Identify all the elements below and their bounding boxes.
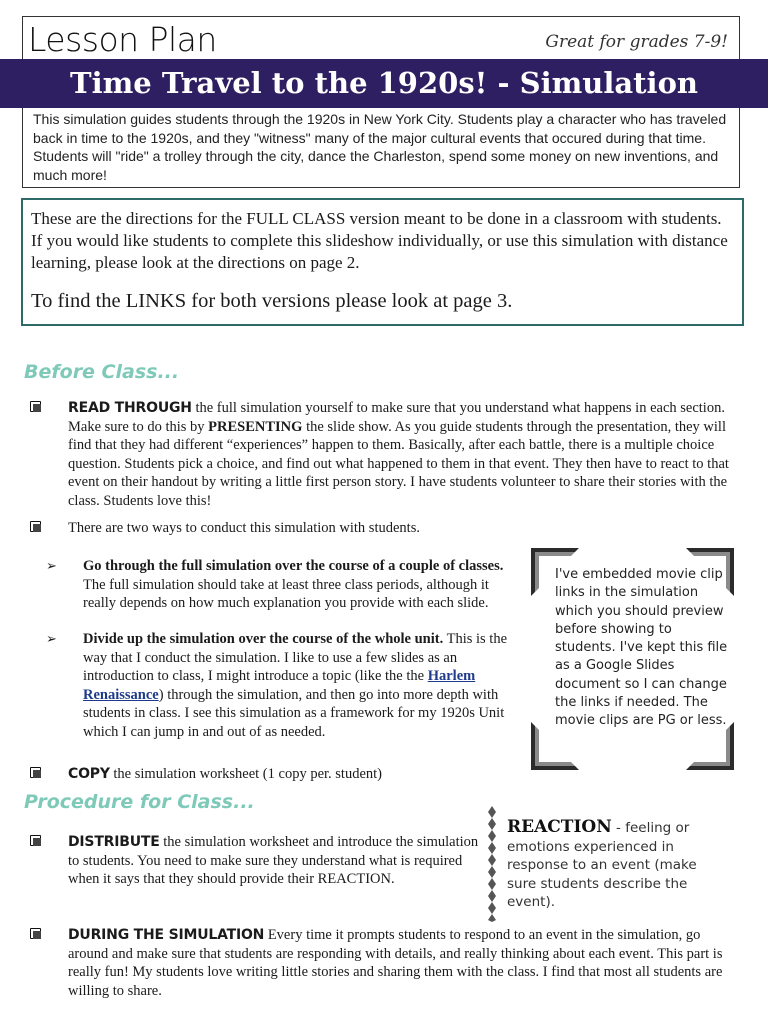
sub-item-full-simulation [46, 557, 516, 632]
full-simulation-body: The full simulation should take at least three class periods, although it really depends on how much explanation you provide with each slide. [83, 576, 489, 611]
chain-divider-icon [488, 806, 496, 922]
list-item-distribute [30, 833, 500, 913]
read-through-text [68, 399, 748, 510]
checkbox-bullet-icon [30, 521, 41, 532]
links-note: To find the LINKS for both versions please look at page 3. [31, 290, 513, 312]
arrow-bullet-icon: ➢ [46, 558, 57, 573]
two-ways-text: There are two ways to conduct this simulation with students. [68, 520, 420, 536]
divide-simulation-body-b: ) through the simulation, and then go into more depth with students in class. I see this simulation as a framework for my 1920s Unit which I can jump in and out of as needed. [83, 686, 505, 740]
list-item-copy [30, 765, 530, 785]
grades-note: Great for grades 7-9! [545, 32, 728, 52]
distribute-body: the simulation worksheet and introduce the simulation to students. You need to make sure they understand what is required when it says that they should provide their REACTION. [68, 834, 479, 887]
title-banner: Time Travel to the 1920s! - Simulation [0, 59, 768, 108]
presenting-keyword: PRESENTING [208, 418, 303, 435]
procedure-heading: Procedure for Class... [24, 791, 255, 813]
divide-simulation-text [83, 630, 508, 741]
directions-box [21, 198, 744, 326]
full-simulation-bold: Go through the full simulation over the course of a couple of classes. [83, 558, 504, 574]
full-simulation-text [83, 557, 508, 613]
divide-simulation-bold: Divide up the simulation over the course of the whole unit. [83, 631, 444, 647]
harlem-renaissance-link[interactable]: Harlem Renaissance [83, 668, 476, 703]
read-through-text-b: the slide show. As you guide students through the presentation, they will find that they had different “experiences” happen to them. Basically, after each battle, there is a multiple choice question. Students pick a choice, and find out what happened to them in that event. They then have to react to that event on their handout by writing a little first person story. I have students volunteer to share their stories with the class. Students love this! [68, 418, 729, 509]
divide-simulation-body-a: This is the way that I conduct the simulation. I like to use a few slides as an introduction to class, I might introduce a topic (like the the [83, 631, 508, 684]
checkbox-bullet-icon [30, 401, 41, 412]
summary-text: This simulation guides students through the 1920s in New York City. Students play a character who has traveled back in time to the 1920s, and they "witness" many of the major cultural events that occured during that time. Students will "ride" a trolley through the city, dance the Charleston, spend some money on new inventions, and much more! [33, 111, 727, 183]
reaction-body: - feeling or emotions experienced in response to an event (make sure students describe the event). [507, 820, 697, 910]
checkbox-bullet-icon [30, 835, 41, 846]
checkbox-bullet-icon [30, 928, 41, 939]
during-simulation-text [68, 926, 738, 1000]
reaction-keyword: REACTION [507, 817, 612, 837]
reaction-definition [507, 818, 727, 912]
directions-text: These are the directions for the FULL CLASS version meant to be done in a classroom with students. If you would like students to complete this slideshow individually, or use this simulation with distance learning, please look at the directions on page 2. [31, 209, 728, 272]
lesson-plan-title: Lesson Plan [28, 20, 217, 59]
distribute-text [68, 833, 488, 889]
during-simulation-body: Every time it prompts students to respond to an event in the simulation, go around and make sure that students are responding with details, and really thinking about each event. This part is really fun! My students love writing little stories and sharing them with the class. I find that most all students are willing to share. [68, 927, 723, 999]
movie-clip-callout [531, 548, 734, 770]
copy-text [68, 765, 528, 784]
callout-text: I've embedded movie clip links in the simulation which you should preview before showing to students. I've kept this file as a Google Slides document so I can change the links if needed. The movie clips are PG or less. [555, 567, 728, 729]
read-through-keyword: READ THROUGH [68, 400, 192, 416]
before-class-heading: Before Class... [24, 361, 180, 383]
copy-body: the simulation worksheet (1 copy per. student) [109, 766, 383, 782]
list-item-read-through [30, 399, 730, 511]
sub-item-divide-simulation [46, 630, 516, 760]
list-item-two-ways [30, 519, 730, 539]
list-item-during-simulation [30, 926, 740, 1001]
read-through-text-a: the full simulation yourself to make sure that you understand what happens in each section. Make sure to do this by [68, 400, 725, 435]
distribute-keyword: DISTRIBUTE [68, 834, 160, 850]
arrow-bullet-icon: ➢ [46, 631, 57, 646]
checkbox-bullet-icon [30, 767, 41, 778]
copy-keyword: COPY [68, 766, 110, 782]
during-simulation-keyword: DURING THE SIMULATION [68, 927, 265, 943]
